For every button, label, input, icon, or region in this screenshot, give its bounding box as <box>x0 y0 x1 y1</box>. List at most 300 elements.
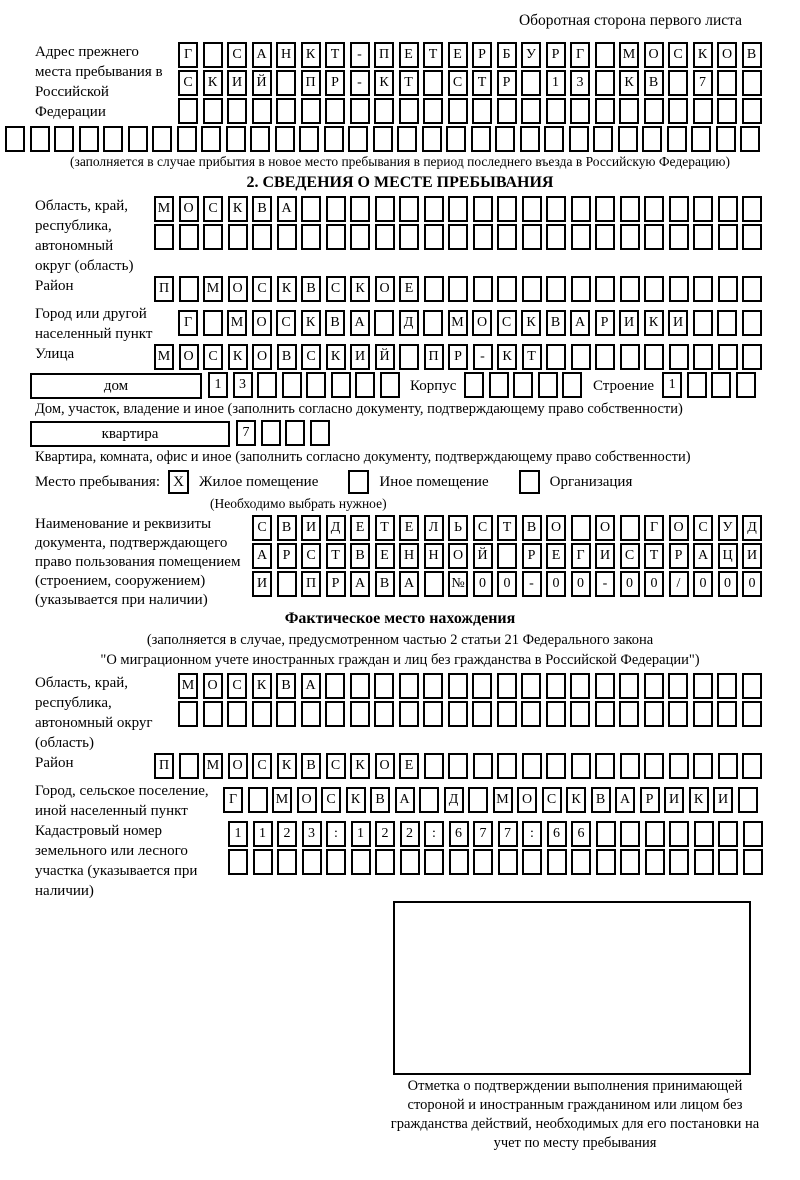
char-box: Е <box>350 515 370 541</box>
char-box <box>373 126 393 152</box>
char-box <box>179 276 199 302</box>
char-box: Т <box>522 344 542 370</box>
char-box <box>374 701 394 727</box>
char-box <box>325 701 345 727</box>
char-box <box>301 98 321 124</box>
char-box: О <box>669 515 689 541</box>
char-box: О <box>179 344 199 370</box>
actual-location-note-1: (заполняется в случае, предусмотренном частью 2 статьи 21 Федерального закона <box>146 632 654 648</box>
char-box <box>546 673 566 699</box>
char-box: Е <box>375 543 395 569</box>
char-box <box>718 276 738 302</box>
char-box: 1 <box>662 372 682 398</box>
char-box: - <box>350 70 370 96</box>
char-box: К <box>521 310 541 336</box>
char-box <box>30 126 50 152</box>
char-box <box>374 98 394 124</box>
char-box <box>620 276 640 302</box>
char-box: Л <box>424 515 444 541</box>
char-box <box>306 372 326 398</box>
char-box: С <box>227 42 247 68</box>
char-box <box>668 70 688 96</box>
char-box: В <box>325 310 345 336</box>
char-box <box>276 701 296 727</box>
char-box <box>424 276 444 302</box>
char-box <box>619 701 639 727</box>
char-box: П <box>301 70 321 96</box>
char-box: П <box>154 276 174 302</box>
char-box <box>711 372 731 398</box>
char-box <box>595 224 615 250</box>
char-box <box>419 787 439 813</box>
char-box <box>718 224 738 250</box>
char-box: О <box>228 276 248 302</box>
char-box <box>103 126 123 152</box>
char-box <box>380 372 400 398</box>
char-box <box>593 126 613 152</box>
char-box <box>718 196 738 222</box>
char-box <box>570 98 590 124</box>
char-box <box>228 224 248 250</box>
char-box: И <box>668 310 688 336</box>
char-box <box>620 821 640 847</box>
char-box <box>717 98 737 124</box>
char-box <box>669 753 689 779</box>
confirmation-stamp-note: Отметка о подтверждении выполнения принимающей стороной и иностранным гражданином или лицом без гражданства действий, необходимых для его постановки на учет по месту пребывания <box>390 1078 760 1151</box>
char-box <box>521 70 541 96</box>
char-box: В <box>301 276 321 302</box>
char-box: В <box>644 70 664 96</box>
option-label-other-premises: Иное помещение <box>379 473 489 490</box>
char-box <box>522 196 542 222</box>
char-box <box>324 126 344 152</box>
char-box <box>179 753 199 779</box>
right-document-label: Наименование и реквизиты документа, подтверждающего право пользования помещением (строением, сооружением) (указывается при наличии) <box>35 516 241 608</box>
char-box <box>228 849 248 875</box>
char-box <box>424 849 444 875</box>
field-region <box>35 196 800 276</box>
char-box <box>687 372 707 398</box>
char-box: Д <box>399 310 419 336</box>
char-box <box>399 673 419 699</box>
char-box: О <box>375 753 395 779</box>
char-box: М <box>203 276 223 302</box>
field-street <box>35 344 800 372</box>
char-box <box>497 543 517 569</box>
char-box: С <box>473 515 493 541</box>
char-box <box>446 126 466 152</box>
char-box: О <box>448 543 468 569</box>
char-box <box>644 98 664 124</box>
char-box <box>546 98 566 124</box>
char-box <box>620 753 640 779</box>
char-box <box>325 98 345 124</box>
char-box: К <box>346 787 366 813</box>
char-box <box>399 701 419 727</box>
char-box <box>571 196 591 222</box>
char-box <box>448 276 468 302</box>
char-box <box>261 420 281 446</box>
char-box: К <box>326 344 346 370</box>
char-box: С <box>301 543 321 569</box>
char-box <box>644 673 664 699</box>
char-box: К <box>252 673 272 699</box>
char-box <box>285 420 305 446</box>
char-box <box>203 224 223 250</box>
char-box <box>546 276 566 302</box>
char-box: : <box>326 821 346 847</box>
char-box <box>644 276 664 302</box>
char-box-row <box>178 701 766 727</box>
char-box <box>472 701 492 727</box>
char-box: К <box>203 70 223 96</box>
char-box: О <box>517 787 537 813</box>
char-box: А <box>350 310 370 336</box>
checkbox-residential: X <box>168 470 189 494</box>
apartment-label-box: квартира <box>30 421 230 447</box>
char-box <box>423 673 443 699</box>
char-box <box>497 701 517 727</box>
char-box: В <box>276 673 296 699</box>
char-box <box>489 372 509 398</box>
char-box <box>595 42 615 68</box>
char-box: 7 <box>473 821 493 847</box>
char-box <box>644 224 664 250</box>
char-box <box>693 276 713 302</box>
char-box: 2 <box>375 821 395 847</box>
char-box <box>522 849 542 875</box>
char-box <box>326 849 346 875</box>
char-box: М <box>178 673 198 699</box>
char-box: Е <box>399 42 419 68</box>
char-box <box>718 821 738 847</box>
char-box <box>203 42 223 68</box>
char-box: С <box>497 310 517 336</box>
char-box <box>742 701 762 727</box>
char-box: 6 <box>571 821 591 847</box>
char-box-row <box>252 571 767 597</box>
char-box <box>717 673 737 699</box>
char-box <box>740 126 760 152</box>
char-box <box>350 196 370 222</box>
char-box <box>547 849 567 875</box>
char-box-row <box>154 344 767 370</box>
char-box <box>693 98 713 124</box>
char-box <box>743 849 763 875</box>
char-box <box>644 701 664 727</box>
char-box <box>669 849 689 875</box>
char-box: К <box>644 310 664 336</box>
char-box: С <box>178 70 198 96</box>
char-box: П <box>154 753 174 779</box>
confirmation-stamp-box <box>393 901 751 1075</box>
actual-city-label: Город, сельское поселение, иной населенный пункт <box>35 783 209 819</box>
char-box <box>203 98 223 124</box>
char-box <box>513 372 533 398</box>
char-box: С <box>252 276 272 302</box>
char-box: Т <box>472 70 492 96</box>
char-box: У <box>718 515 738 541</box>
char-box <box>326 224 346 250</box>
char-box <box>521 673 541 699</box>
char-box: М <box>227 310 247 336</box>
char-box <box>742 70 762 96</box>
char-box <box>538 372 558 398</box>
char-box: - <box>473 344 493 370</box>
char-box <box>742 673 762 699</box>
char-box <box>596 849 616 875</box>
char-box <box>742 224 762 250</box>
char-box <box>178 701 198 727</box>
char-box: Т <box>644 543 664 569</box>
char-box: С <box>252 753 272 779</box>
char-box: К <box>497 344 517 370</box>
char-box: К <box>693 42 713 68</box>
char-box <box>473 276 493 302</box>
char-box <box>5 126 25 152</box>
char-box <box>742 344 762 370</box>
previous-address-label: Адрес прежнего места пребывания в Российской Федерации <box>35 44 163 120</box>
char-box: О <box>717 42 737 68</box>
char-box <box>375 224 395 250</box>
checkbox-other-premises <box>348 470 369 494</box>
char-box <box>154 224 174 250</box>
char-box <box>203 310 223 336</box>
char-box: К <box>566 787 586 813</box>
char-box: А <box>615 787 635 813</box>
stroenie-label: Строение <box>592 377 655 394</box>
char-box: К <box>689 787 709 813</box>
field-cadastral-number <box>35 821 800 901</box>
char-box <box>738 787 758 813</box>
char-box: О <box>644 42 664 68</box>
char-box: А <box>693 543 713 569</box>
char-box: 1 <box>253 821 273 847</box>
char-box: С <box>326 753 346 779</box>
char-box: : <box>424 821 444 847</box>
char-box <box>694 849 714 875</box>
char-box <box>595 344 615 370</box>
char-box: Т <box>399 70 419 96</box>
char-box <box>693 753 713 779</box>
char-box <box>252 224 272 250</box>
char-box: Р <box>546 42 566 68</box>
field-actual-region <box>35 673 800 753</box>
char-box <box>497 276 517 302</box>
char-box <box>691 126 711 152</box>
char-box <box>546 701 566 727</box>
char-box: О <box>595 515 615 541</box>
char-box: М <box>448 310 468 336</box>
char-box: - <box>522 571 542 597</box>
apartment-row <box>30 420 800 448</box>
char-box: 3 <box>233 372 253 398</box>
char-box <box>464 372 484 398</box>
char-box <box>301 196 321 222</box>
char-box <box>595 276 615 302</box>
char-box <box>620 849 640 875</box>
char-box: П <box>301 571 321 597</box>
char-box: У <box>521 42 541 68</box>
char-box: М <box>154 196 174 222</box>
char-box-row <box>154 753 767 779</box>
char-box <box>595 70 615 96</box>
char-box: И <box>301 515 321 541</box>
char-box: 1 <box>546 70 566 96</box>
char-box: Г <box>571 543 591 569</box>
char-box: П <box>374 42 394 68</box>
field-district <box>35 276 800 304</box>
char-box: И <box>252 571 272 597</box>
char-box: 0 <box>571 571 591 597</box>
char-box <box>717 70 737 96</box>
char-box <box>570 673 590 699</box>
char-box: Г <box>223 787 243 813</box>
char-box <box>178 98 198 124</box>
char-box <box>546 344 566 370</box>
char-box-row <box>228 821 767 847</box>
char-box: 7 <box>236 420 256 446</box>
char-box-row <box>236 420 334 446</box>
char-box <box>571 276 591 302</box>
char-box <box>668 673 688 699</box>
char-box: В <box>277 515 297 541</box>
char-box <box>253 849 273 875</box>
char-box <box>227 98 247 124</box>
char-box: В <box>522 515 542 541</box>
char-box <box>350 224 370 250</box>
region-label: Область, край, республика, автономный округ (область) <box>35 198 134 274</box>
char-box <box>423 70 443 96</box>
field-actual-district <box>35 753 800 781</box>
char-box <box>351 849 371 875</box>
char-box: Р <box>325 70 345 96</box>
field-actual-city <box>35 781 800 821</box>
char-box: Е <box>448 42 468 68</box>
char-box: О <box>203 673 223 699</box>
char-box <box>736 372 756 398</box>
char-box-row <box>154 276 767 302</box>
char-box: Т <box>326 543 346 569</box>
char-box: С <box>542 787 562 813</box>
checkbox-organization <box>519 470 540 494</box>
char-box <box>742 98 762 124</box>
house-row <box>30 372 800 400</box>
char-box: К <box>277 276 297 302</box>
char-box <box>669 196 689 222</box>
char-box <box>595 673 615 699</box>
char-box <box>257 372 277 398</box>
char-box: К <box>301 310 321 336</box>
char-box: Б <box>497 42 517 68</box>
char-box: Г <box>178 42 198 68</box>
char-box <box>277 849 297 875</box>
char-box <box>399 344 419 370</box>
char-box-row <box>178 70 766 96</box>
char-box <box>276 98 296 124</box>
char-box <box>644 196 664 222</box>
char-box <box>495 126 515 152</box>
char-box: М <box>154 344 174 370</box>
char-box: Г <box>570 42 590 68</box>
char-box: И <box>664 787 684 813</box>
char-box <box>473 753 493 779</box>
char-box-row <box>154 224 767 250</box>
option-label-organization: Организация <box>549 473 633 490</box>
street-label: Улица <box>35 346 75 362</box>
char-box: 0 <box>497 571 517 597</box>
char-box <box>350 98 370 124</box>
actual-district-label: Район <box>35 755 74 771</box>
char-box: А <box>570 310 590 336</box>
char-box <box>203 701 223 727</box>
char-box-row-overflow <box>5 126 800 152</box>
char-box <box>375 196 395 222</box>
char-box <box>546 196 566 222</box>
char-box <box>473 849 493 875</box>
char-box: И <box>227 70 247 96</box>
char-box <box>201 126 221 152</box>
char-box <box>299 126 319 152</box>
char-box <box>424 196 444 222</box>
char-box: - <box>595 571 615 597</box>
char-box <box>473 224 493 250</box>
char-box <box>693 196 713 222</box>
char-box: В <box>350 543 370 569</box>
char-box <box>562 372 582 398</box>
char-box <box>473 196 493 222</box>
char-box <box>522 753 542 779</box>
char-box: Н <box>276 42 296 68</box>
char-box <box>399 196 419 222</box>
char-box <box>497 753 517 779</box>
actual-region-label: Область, край, республика, автономный округ (область) <box>35 675 153 751</box>
char-box <box>718 849 738 875</box>
char-box: М <box>272 787 292 813</box>
char-box <box>348 126 368 152</box>
char-box <box>301 701 321 727</box>
stay-type-row <box>35 469 800 495</box>
char-box: К <box>301 42 321 68</box>
char-box: Р <box>448 344 468 370</box>
char-box: А <box>301 673 321 699</box>
house-note: Дом, участок, владение и иное (заполнить согласно документу, подтверждающему право собственности) <box>35 401 683 417</box>
char-box: : <box>522 821 542 847</box>
char-box <box>620 196 640 222</box>
char-box: 0 <box>546 571 566 597</box>
char-box <box>546 753 566 779</box>
char-box-row <box>464 372 587 398</box>
cadastral-label: Кадастровый номер земельного или лесного участка (указывается при наличии) <box>35 823 198 899</box>
char-box: Н <box>399 543 419 569</box>
stay-type-label: Место пребывания: <box>35 473 160 490</box>
char-box: И <box>595 543 615 569</box>
char-box <box>595 753 615 779</box>
char-box <box>522 224 542 250</box>
char-box: Т <box>325 42 345 68</box>
char-box <box>497 673 517 699</box>
char-box <box>570 701 590 727</box>
char-box <box>399 224 419 250</box>
char-box <box>424 753 444 779</box>
char-box: 7 <box>693 70 713 96</box>
char-box: Е <box>399 276 419 302</box>
char-box: Р <box>497 70 517 96</box>
char-box: О <box>472 310 492 336</box>
char-box <box>645 849 665 875</box>
char-box: И <box>742 543 762 569</box>
char-box: В <box>546 310 566 336</box>
